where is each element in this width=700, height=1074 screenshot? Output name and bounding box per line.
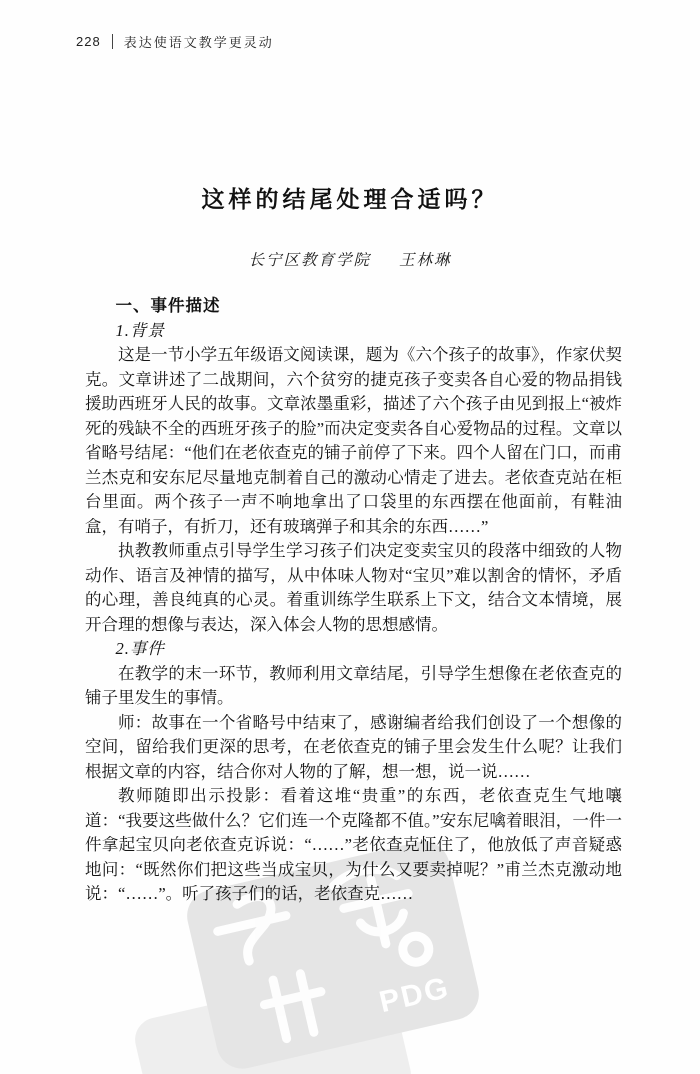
subheading-event: 2.事件 (115, 639, 165, 658)
byline (0, 248, 700, 270)
page-header (76, 32, 274, 51)
paragraph-background: 这是一节小学五年级语文阅读课，题为《六个孩子的故事》，作家伏契克。文章讲述了二战期间，六个贫穷的捷克孩子变卖各自心爱的物品捐钱援助西班牙人民的故事。文章浓墨重彩，描述了六个孩子由见到报上“被炸死的残缺不全的西班牙孩子的脸”而决定变卖各自心爱物品的过程。文章以省略号结尾：“他们在老依查克的铺子前停了下来。四个人留在门口，而甫兰杰克和安东尼尽量地克制着自己的激动心情走了进去。老依查克站在柜台里面。两个孩子一声不响地拿出了口袋里的东西摆在他面前，有鞋油盒，有哨子，有折刀，还有玻璃弹子和其余的东西……” (85, 345, 622, 536)
article-title: 这样的结尾处理合适吗？ (201, 186, 499, 212)
byline-affiliation: 长宁区教育学院 (248, 252, 372, 269)
section-heading-1: 一、事件描述 (115, 297, 221, 315)
paragraph-teacher-prompt: 师：故事在一个省略号中结束了，感谢编者给我们创设了一个想像的空间，留给我们更深的思考，在老依查克的铺子里会发生什么呢？让我们根据文章的内容，结合你对人物的了解，想一想，说一说…… (85, 712, 622, 781)
watermark-pdg-label: PDG (376, 971, 453, 1020)
paragraph-event-intro: 在教学的末一环节，教师利用文章结尾，引导学生想像在老依查克的铺子里发生的事情。 (85, 663, 622, 707)
byline-author: 王林琳 (398, 252, 452, 269)
subheading-background: 1.背景 (115, 320, 165, 340)
running-title: 表达使语文教学更灵动 (123, 35, 274, 50)
paragraph-projection: 教师随即出示投影：看着这堆“贵重”的东西，老依查克生气地嚷道：“我要这些做什么？它们连一个克隆都不值。”安东尼噙着眼泪，一件一件拿起宝贝向老依查克诉说：“……”老依查克怔住了，他放低了声音疑惑地问：“既然你们把这些当成宝贝，为什么又要卖掉呢？”甫兰杰克激动地说：“……”。听了孩子们的话，老依查克…… (85, 786, 622, 903)
header-divider (112, 34, 113, 49)
paragraph-teaching-focus: 执教教师重点引导学生学习孩子们决定变卖宝贝的段落中细致的人物动作、语言及神情的描写，从中体味人物对“宝贝”难以割舍的情怀，矛盾的心理，善良纯真的心灵。着重训练学生联系上下文，结合文本情境，展开合理的想像与表达，深入体会人物的思想感情。 (85, 541, 622, 634)
article-body (85, 294, 622, 907)
page-number: 228 (76, 34, 101, 49)
